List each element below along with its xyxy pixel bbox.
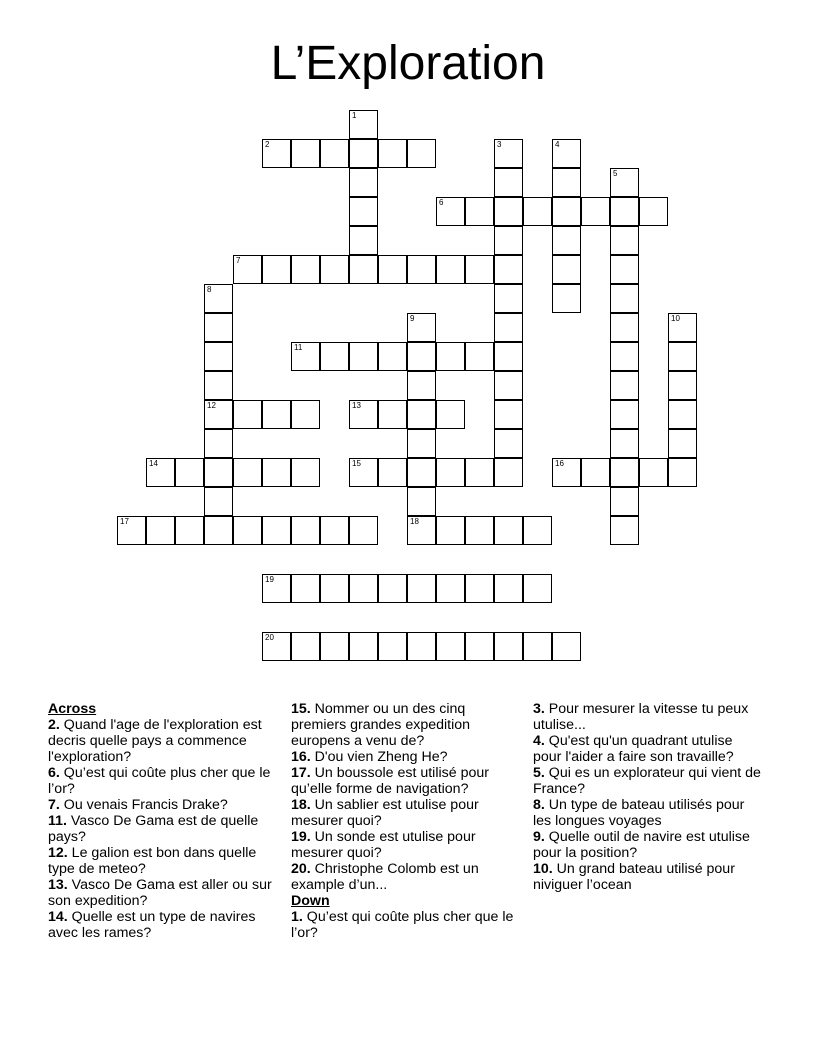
grid-cell[interactable] [494,632,523,661]
grid-cell[interactable] [378,458,407,487]
grid-cell[interactable] [552,226,581,255]
grid-cell[interactable] [204,429,233,458]
grid-cell[interactable] [320,516,349,545]
grid-cell[interactable] [552,168,581,197]
grid-cell[interactable] [262,139,291,168]
grid-cell[interactable] [262,400,291,429]
clue-item [48,813,278,845]
grid-cell[interactable] [610,255,639,284]
grid-cell[interactable] [233,458,262,487]
grid-cell[interactable] [523,632,552,661]
grid-cell[interactable] [407,313,436,342]
grid-cell[interactable] [668,458,697,487]
grid-cell[interactable] [320,139,349,168]
across-heading: Across [48,701,97,717]
clue-item [533,797,763,829]
grid-cell[interactable] [320,255,349,284]
grid-cell[interactable] [233,255,262,284]
clue-item-number: 9. [533,829,545,845]
clue-item [533,701,763,733]
grid-cell[interactable] [407,487,436,516]
grid-cell[interactable] [523,516,552,545]
clue-item [291,701,521,749]
down-heading: Down [291,893,330,909]
clue-number: 19 [265,575,274,584]
clue-item [533,829,763,861]
clue-item-text: Qu’est qui coûte plus cher que le l’or? [291,909,514,941]
grid-cell[interactable] [552,632,581,661]
clue-item-number: 17. [291,765,311,781]
clue-item-text: Nommer ou un des cinq premiers grandes expedition europens a venu de? [291,701,471,749]
grid-cell[interactable] [146,516,175,545]
grid-cell[interactable] [639,197,668,226]
clue-item-text: Quelle est un type de navires avec les rames? [48,909,256,941]
clue-item-text: Qu'est qu'un quadrant utulise pour l'aider a faire son travaille? [533,733,734,765]
grid-cell[interactable] [146,458,175,487]
grid-cell[interactable] [349,400,378,429]
grid-cell[interactable] [407,139,436,168]
clue-item-number: 8. [533,797,545,813]
clue-item [291,861,521,893]
grid-cell[interactable] [378,632,407,661]
grid-cell[interactable] [552,255,581,284]
grid-cell[interactable] [610,342,639,371]
grid-cell[interactable] [407,632,436,661]
grid-cell[interactable] [465,458,494,487]
grid-cell[interactable] [349,574,378,603]
grid-cell[interactable] [320,574,349,603]
page-title: L’Exploration [270,37,546,90]
grid-cell[interactable] [204,487,233,516]
grid-cell[interactable] [552,284,581,313]
grid-cell[interactable] [378,255,407,284]
clue-item [533,861,763,893]
grid-cell[interactable] [320,342,349,371]
grid-cell[interactable] [610,487,639,516]
grid-cell[interactable] [494,197,523,226]
grid-cell[interactable] [291,574,320,603]
grid-cell[interactable] [349,197,378,226]
grid-cell[interactable] [204,516,233,545]
clue-number: 3 [497,140,502,149]
grid-cell[interactable] [378,574,407,603]
clue-item-text: Un sonde est utulise pour mesurer quoi? [291,829,476,861]
grid-cell[interactable] [465,197,494,226]
grid-cell[interactable] [204,284,233,313]
clue-item-text: Ou venais Francis Drake? [59,797,228,813]
grid-cell[interactable] [291,516,320,545]
clue-item-number: 19. [291,829,311,845]
clue-item-number: 4. [533,733,545,749]
grid-cell[interactable] [204,371,233,400]
grid-cell[interactable] [378,139,407,168]
grid-cell[interactable] [552,458,581,487]
grid-cell[interactable] [378,400,407,429]
grid-cell[interactable] [407,400,436,429]
grid-cell[interactable] [668,400,697,429]
grid-cell[interactable] [610,458,639,487]
grid-cell[interactable] [610,516,639,545]
grid-cell[interactable] [233,400,262,429]
clue-item [291,765,521,797]
clue-item-number: 20. [291,861,311,877]
grid-cell[interactable] [610,226,639,255]
grid-cell[interactable] [291,342,320,371]
grid-cell[interactable] [668,342,697,371]
grid-cell[interactable] [291,400,320,429]
clue-number: 17 [120,517,129,526]
grid-cell[interactable] [552,197,581,226]
grid-cell[interactable] [262,255,291,284]
grid-cell[interactable] [407,516,436,545]
clue-item-number: 18. [291,797,311,813]
clue-number: 4 [555,140,560,149]
grid-cell[interactable] [610,313,639,342]
clue-number: 12 [207,401,216,410]
clue-item-number: 1. [291,909,303,925]
grid-cell[interactable] [581,458,610,487]
grid-cell[interactable] [436,255,465,284]
grid-cell[interactable] [610,429,639,458]
clue-item [291,797,521,829]
clue-item [533,765,763,797]
grid-cell[interactable] [581,197,610,226]
grid-cell[interactable] [291,139,320,168]
clue-number: 1 [352,111,357,120]
clue-item-text: Qui es un explorateur qui vient de France? [533,765,761,797]
clue-number: 7 [236,256,241,265]
grid-cell[interactable] [349,458,378,487]
grid-cell[interactable] [204,313,233,342]
clue-item [48,877,278,909]
grid-cell[interactable] [349,632,378,661]
grid-cell[interactable] [407,342,436,371]
clue-number: 11 [294,343,303,352]
grid-cell[interactable] [349,168,378,197]
grid-cell[interactable] [494,429,523,458]
clue-item-number: 16. [291,749,311,765]
grid-cell[interactable] [465,516,494,545]
grid-cell[interactable] [494,284,523,313]
clue-item [48,909,278,941]
grid-cell[interactable] [204,400,233,429]
grid-cell[interactable] [407,371,436,400]
grid-cell[interactable] [117,516,146,545]
grid-cell[interactable] [639,458,668,487]
clue-item-text: D'ou vien Zheng He? [310,749,448,765]
clue-number: 20 [265,633,274,642]
grid-cell[interactable] [378,342,407,371]
grid-cell[interactable] [610,197,639,226]
clue-item [48,765,278,797]
grid-cell[interactable] [262,574,291,603]
clue-item-number: 5. [533,765,545,781]
clue-item-text: Un boussole est utilisé pour qu’elle forme de navigation? [291,765,489,797]
clue-item-text: Vasco De Gama est aller ou sur son expedition? [48,877,272,909]
clue-number: 6 [439,198,444,207]
grid-cell[interactable] [668,313,697,342]
grid-cell[interactable] [465,255,494,284]
clue-item-text: Pour mesurer la vitesse tu peux utulise... [533,701,749,733]
grid-cell[interactable] [233,516,262,545]
grid-cell[interactable] [494,168,523,197]
clue-item-number: 12. [48,845,68,861]
grid-cell[interactable] [610,284,639,313]
grid-cell[interactable] [349,342,378,371]
clue-item-text: Le galion est bon dans quelle type de meteo? [48,845,257,877]
clue-item [291,749,521,765]
clue-item-number: 13. [48,877,68,893]
grid-cell[interactable] [494,458,523,487]
grid-cell[interactable] [668,371,697,400]
clue-item [48,845,278,877]
clues-column-3 [533,701,763,893]
grid-cell[interactable] [407,458,436,487]
grid-cell[interactable] [494,342,523,371]
grid-cell[interactable] [175,516,204,545]
grid-cell[interactable] [407,255,436,284]
clue-item [533,733,763,765]
grid-cell[interactable] [407,574,436,603]
grid-cell[interactable] [610,371,639,400]
grid-cell[interactable] [436,574,465,603]
clue-number: 18 [410,517,419,526]
grid-cell[interactable] [262,516,291,545]
clue-number: 14 [149,459,158,468]
grid-cell[interactable] [204,458,233,487]
grid-cell[interactable] [320,632,349,661]
clue-item [48,717,278,765]
grid-cell[interactable] [494,516,523,545]
grid-cell[interactable] [465,342,494,371]
grid-cell[interactable] [494,400,523,429]
grid-cell[interactable] [494,226,523,255]
grid-cell[interactable] [610,168,639,197]
clue-item-text: Un type de bateau utilisés pour les longues voyages [533,797,745,829]
clue-item-text: Quand l'age de l'exploration est decris quelle pays a commence l'exploration? [48,717,262,765]
clue-item [48,797,278,813]
clue-number: 8 [207,285,212,294]
grid-cell[interactable] [204,342,233,371]
clue-item [291,829,521,861]
clue-item-number: 2. [48,717,60,733]
grid-cell[interactable] [175,458,204,487]
grid-cell[interactable] [349,110,378,139]
clue-item-number: 6. [48,765,60,781]
grid-cell[interactable] [291,255,320,284]
clue-item-text: Un sablier est utulise pour mesurer quoi? [291,797,479,829]
clue-item-number: 14. [48,909,68,925]
clue-item-number: 15. [291,701,311,717]
grid-cell[interactable] [494,139,523,168]
clue-number: 16 [555,459,564,468]
grid-cell[interactable] [494,574,523,603]
clue-item-text: Quelle outil de navire est utulise pour la position? [533,829,750,861]
grid-cell[interactable] [523,197,552,226]
grid-cell[interactable] [349,226,378,255]
clues-column-2 [291,701,521,941]
clue-number: 9 [410,314,415,323]
grid-cell[interactable] [291,632,320,661]
clue-item-number: 7. [48,797,60,813]
clue-item [291,909,521,941]
grid-cell[interactable] [436,516,465,545]
clue-number: 2 [265,140,270,149]
grid-cell[interactable] [494,371,523,400]
grid-cell[interactable] [436,458,465,487]
grid-cell[interactable] [465,632,494,661]
grid-cell[interactable] [407,429,436,458]
grid-cell[interactable] [436,632,465,661]
grid-cell[interactable] [610,400,639,429]
grid-cell[interactable] [494,313,523,342]
grid-cell[interactable] [494,255,523,284]
clue-number: 10 [671,314,680,323]
grid-cell[interactable] [436,342,465,371]
grid-cell[interactable] [552,139,581,168]
clue-item-number: 11. [48,813,67,829]
clue-item-text: Qu’est qui coûte plus cher que le l’or? [48,765,271,797]
grid-cell[interactable] [465,574,494,603]
clue-item-text: Vasco De Gama est de quelle pays? [48,813,259,845]
clues-column-1 [48,701,278,941]
grid-cell[interactable] [262,458,291,487]
grid-cell[interactable] [436,197,465,226]
grid-cell[interactable] [523,574,552,603]
clue-item-number: 3. [533,701,545,717]
grid-cell[interactable] [291,458,320,487]
grid-cell[interactable] [349,139,378,168]
grid-cell[interactable] [262,632,291,661]
grid-cell[interactable] [349,516,378,545]
clue-number: 5 [613,169,618,178]
clue-number: 15 [352,459,361,468]
clue-item-number: 10. [533,861,553,877]
grid-cell[interactable] [436,400,465,429]
clue-number: 13 [352,401,361,410]
grid-cell[interactable] [668,429,697,458]
grid-cell[interactable] [349,255,378,284]
clue-item-text: Un grand bateau utilisé pour niviguer l’ocean [533,861,735,893]
clue-item-text: Christophe Colomb est un example d’un... [291,861,479,893]
